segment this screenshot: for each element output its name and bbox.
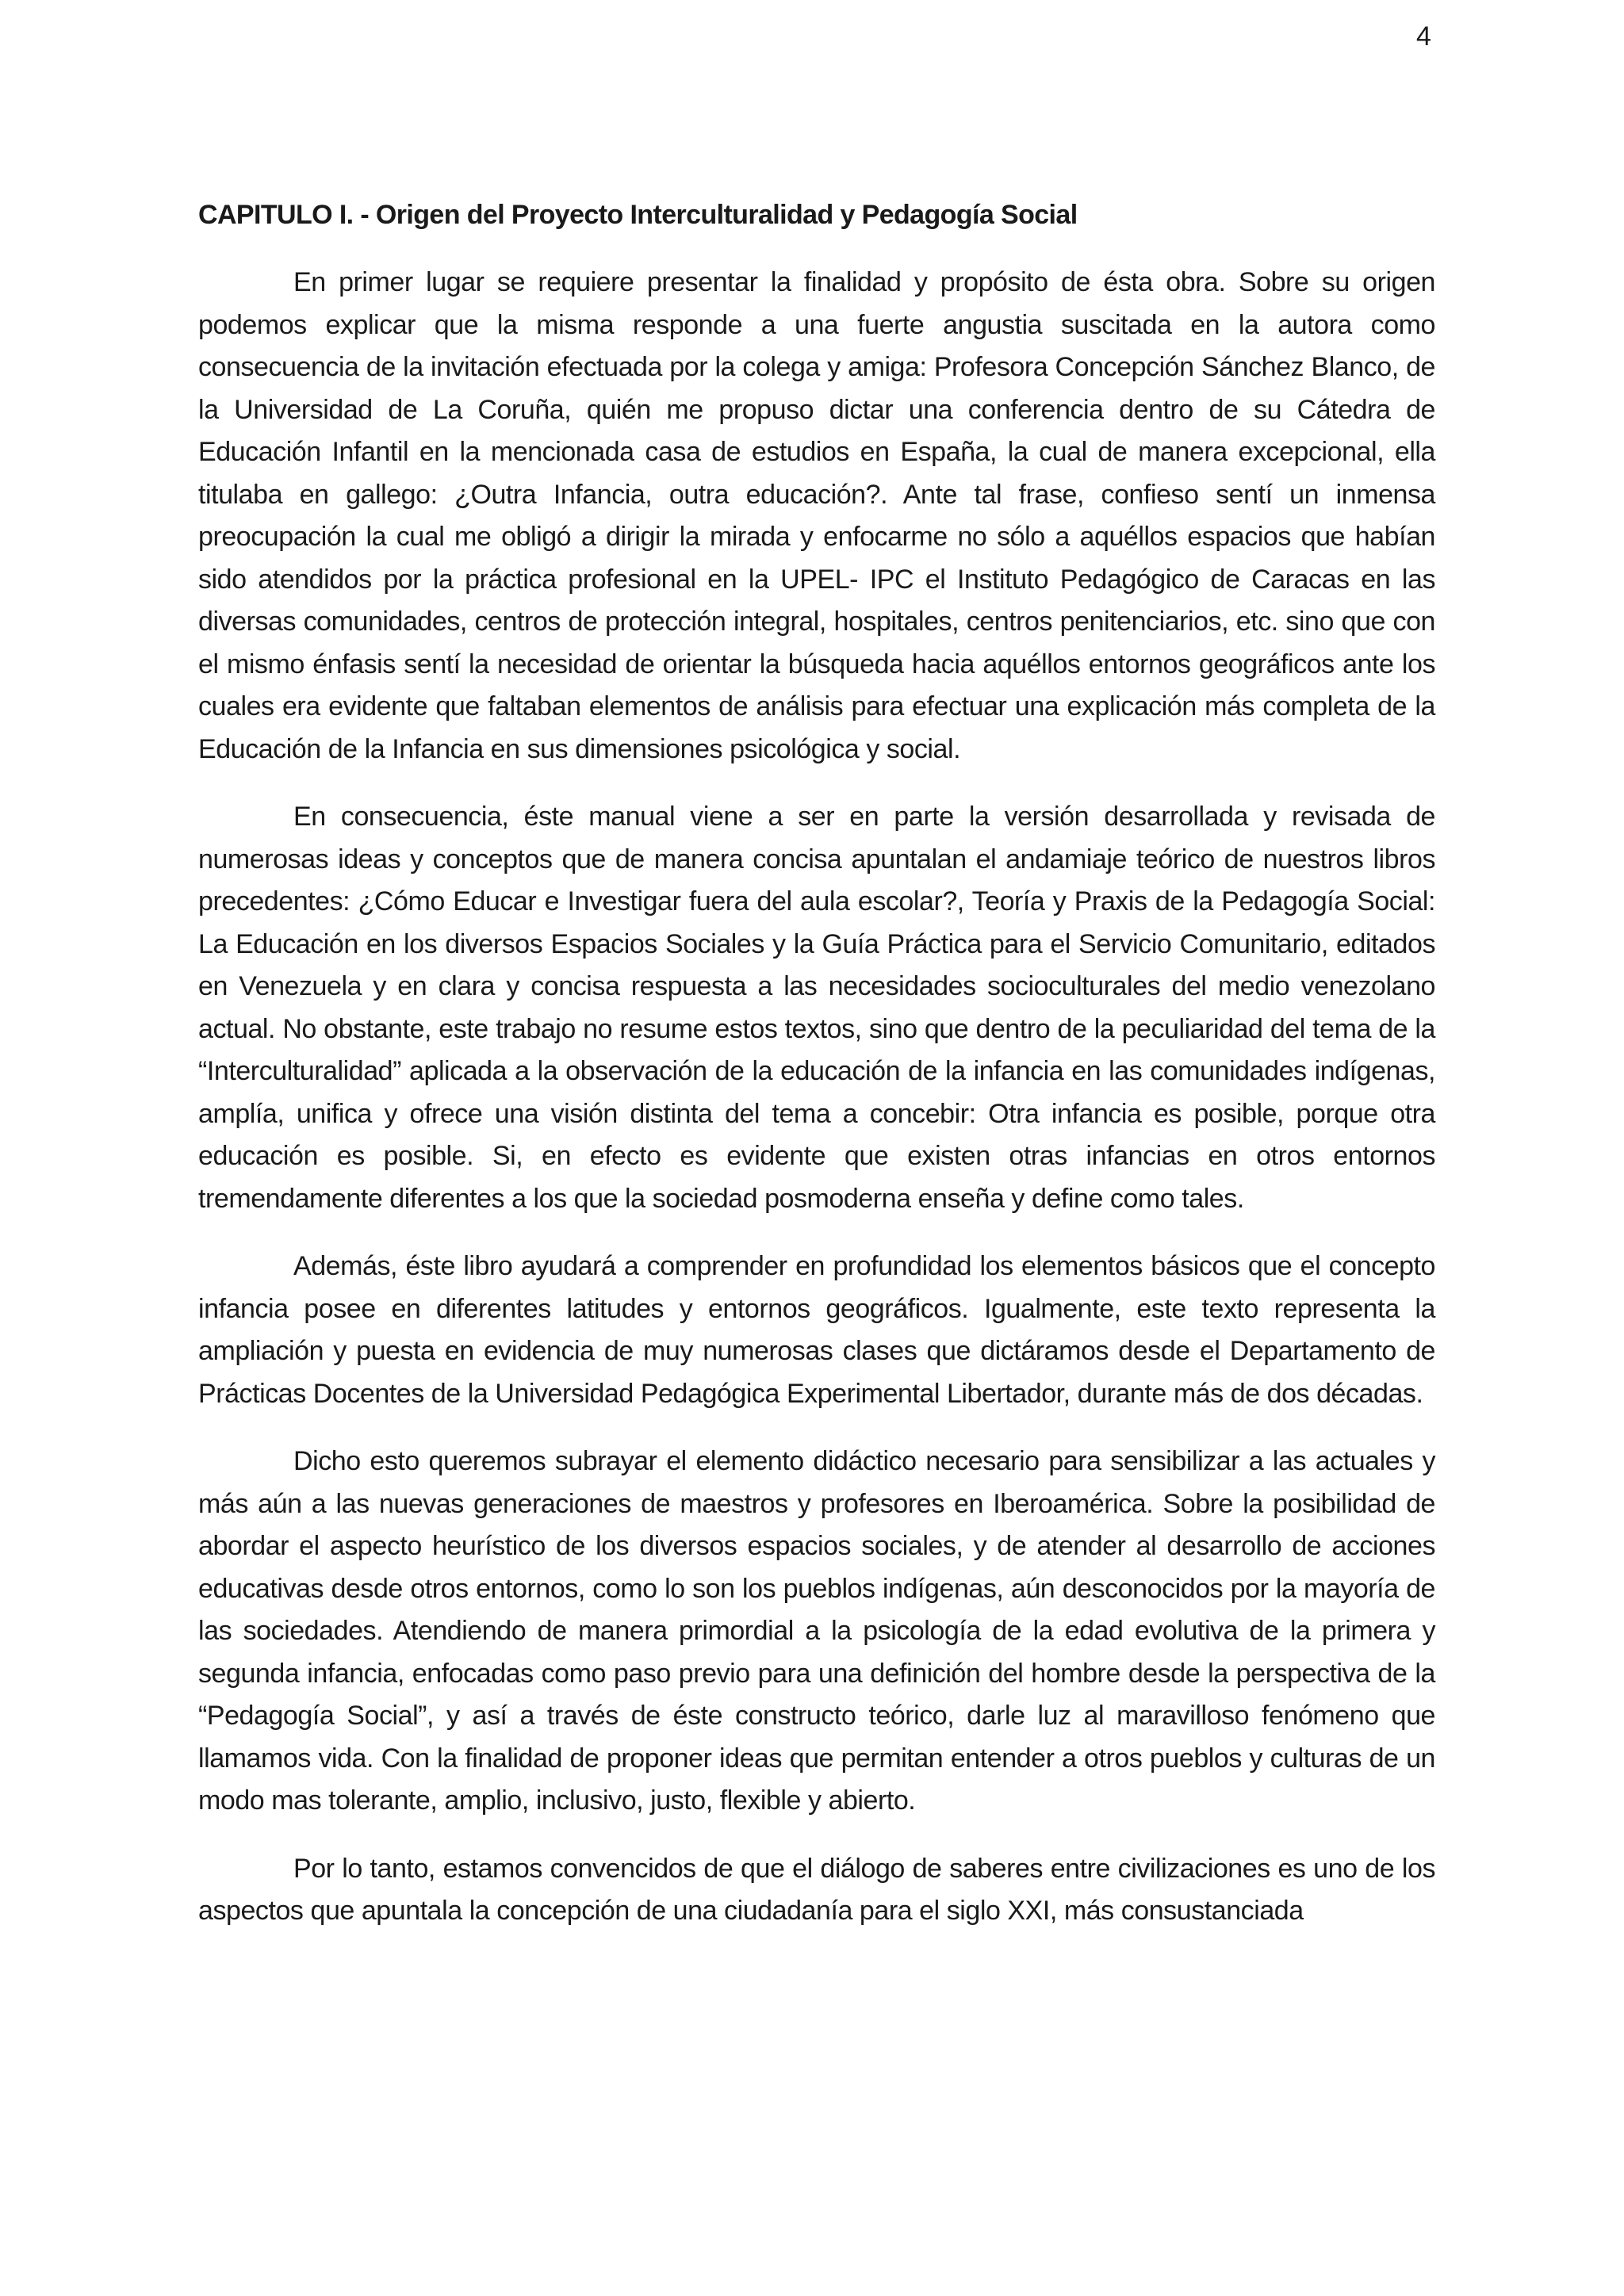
paragraph-3: Además, éste libro ayudará a comprender en profundidad los elementos básicos que el concepto infancia posee en diferentes latitudes y entornos geográficos. Igualmente, este texto representa la ampliación y puesta en evidencia de muy numerosas clases que dictáramos desde el Departamento de Prácticas Docentes de la Universidad Pedagógica Experimental Libertador, durante más de dos décadas.	[198, 1251, 1435, 1409]
chapter-title: CAPITULO I. - Origen del Proyecto Interculturalidad y Pedagogía Social	[198, 200, 1078, 230]
paragraph-5: Por lo tanto, estamos convencidos de que el diálogo de saberes entre civilizaciones es uno de los aspectos que apuntala la concepción de una ciudadanía para el siglo XXI, más consustanciada	[198, 1853, 1435, 1926]
page-number: 4	[1416, 21, 1431, 52]
paragraph-4: Dicho esto queremos subrayar el elemento didáctico necesario para sensibilizar a las actuales y más aún a las nuevas generaciones de maestros y profesores en Iberoamérica. Sobre la posibilidad de abordar el aspecto heurístico de los diversos espacios sociales, y de atender al desarrollo de acciones educativas desde otros entornos, como lo son los pueblos indígenas, aún desconocidos por la mayoría de las sociedades. Atendiendo de manera primordial a la psicología de la edad evolutiva de la primera y segunda infancia, enfocadas como paso previo para una definición del hombre desde la perspectiva de la “Pedagogía Social”, y así a través de éste constructo teórico, darle luz al maravilloso fenómeno que llamamos vida. Con la finalidad de proponer ideas que permitan entender a otros pueblos y culturas de un modo mas tolerante, amplio, inclusivo, justo, flexible y abierto.	[198, 1446, 1435, 1816]
paragraph-2: En consecuencia, éste manual viene a ser en parte la versión desarrollada y revisada de numerosas ideas y conceptos que de manera concisa apuntalan el andamiaje teórico de nuestros libros precedentes: ¿Cómo Educar e Investigar fuera del aula escolar?, Teoría y Praxis de la Pedagogía Social: La Educación en los diversos Espacios Sociales y la Guía Práctica para el Servicio Comunitario, editados en Venezuela y en clara y concisa respuesta a las necesidades socioculturales del medio venezolano actual. No obstante, este trabajo no resume estos textos, sino que dentro de la peculiaridad del tema de la “Interculturalidad” aplicada a la observación de la educación de la infancia en las comunidades indígenas, amplía, unifica y ofrece una visión distinta del tema a concebir: Otra infancia es posible, porque otra educación es posible. Si, en efecto es evidente que existen otras infancias en otros entornos tremendamente diferentes a los que la sociedad posmoderna enseña y define como tales.	[198, 802, 1435, 1214]
paragraph-1: En primer lugar se requiere presentar la finalidad y propósito de ésta obra. Sobre su origen podemos explicar que la misma responde a una fuerte angustia suscitada en la autora como consecuencia de la invitación efectuada por la colega y amiga: Profesora Concepción Sánchez Blanco, de la Universidad de La Coruña, quién me propuso dictar una conferencia dentro de su Cátedra de Educación Infantil en la mencionada casa de estudios en España, la cual de manera excepcional, ella titulaba en gallego: ¿Outra Infancia, outra educación?. Ante tal frase, confieso sentí un inmensa preocupación la cual me obligó a dirigir la mirada y enfocarme no sólo a aquéllos espacios que habían sido atendidos por la práctica profesional en la UPEL- IPC el Instituto Pedagógico de Caracas en las diversas comunidades, centros de protección integral, hospitales, centros penitenciarios, etc. sino que con el mismo énfasis sentí la necesidad de orientar la búsqueda hacia aquéllos entornos geográficos ante los cuales era evidente que faltaban elementos de análisis para efectuar una explicación más completa de la Educación de la Infancia en sus dimensiones psicológica y social.	[198, 267, 1435, 764]
body-text	[198, 262, 1435, 1958]
